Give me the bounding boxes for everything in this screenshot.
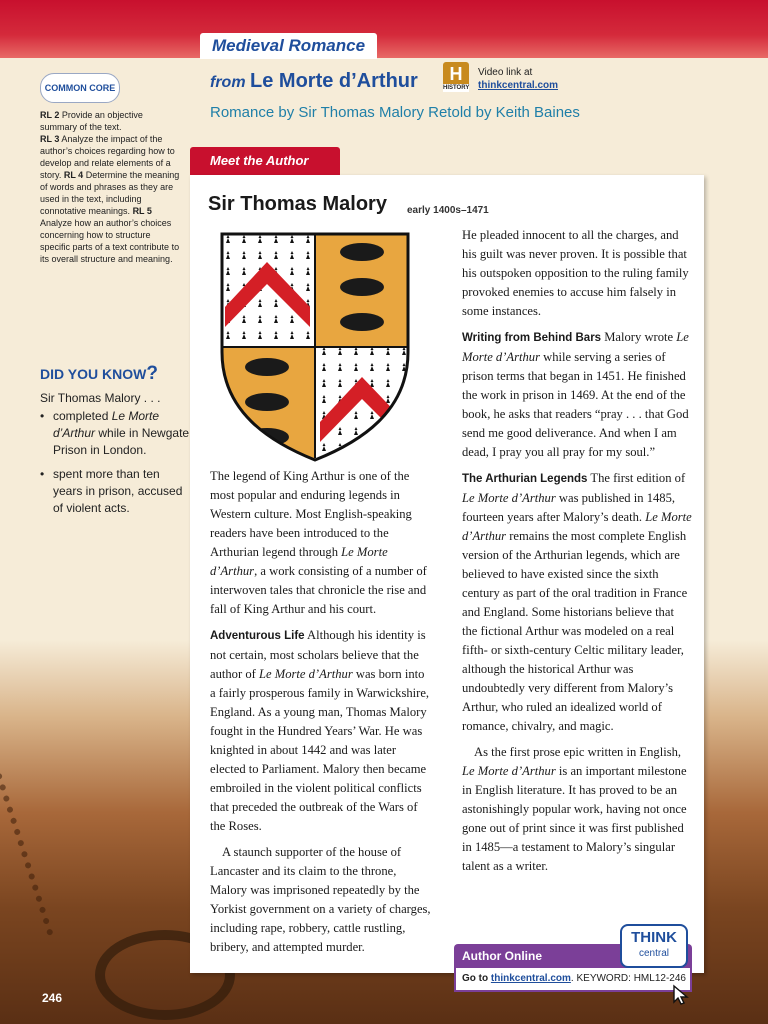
list-item (40, 408, 190, 459)
text-run: while serving a series of prison terms that began in 1451. He finished the work in prison in 1469. At the end of the book, he asks that readers “pray . . . that God send me good deliverance. And when I am dead, I pray you all pray for my soul.” (462, 350, 689, 459)
body-column-left (210, 467, 432, 964)
common-core-badge: COMMON CORE (40, 73, 120, 103)
list-item (40, 466, 190, 517)
coat-of-arms-icon (220, 232, 410, 462)
fact-text: completed (53, 409, 112, 423)
top-red-band (0, 0, 768, 58)
go-to-label: Go to (462, 973, 491, 984)
logo-top: THINK (631, 929, 677, 946)
paragraph-intro (210, 467, 432, 619)
video-link-url[interactable]: thinkcentral.com (478, 80, 559, 91)
text-run: The legend of King Arthur is one of the most popular and enduring legends in Western culture. Most English-speaking readers have been introduced to the Arthurian legend through (210, 469, 412, 559)
paragraph-legends (462, 469, 692, 736)
think-central-logo-icon (620, 924, 688, 968)
text-run: remains the most complete English version of the Arthurian legends, which are believed to have existed since the sixth century as part of the oral tradition in France and England. Some historians believe that the fictional Arthur was modeled on a real fifth- or sixth-century Celtic military leader, although the historical Arthur was undoubtedly very different from Malory’s Arthur, who ruled an idealized world of romance, chivalry, and magic. (462, 529, 688, 733)
author-name: Sir Thomas Malory (208, 193, 387, 215)
text-run: As the first prose epic written in English, (474, 745, 682, 759)
section-heading: Adventurous Life (210, 630, 305, 642)
author-online-title: Author Online (454, 944, 692, 968)
history-logo-icon (443, 62, 469, 92)
did-you-know-mark: ? (146, 363, 158, 384)
section-heading: The Arthurian Legends (462, 473, 588, 485)
paragraph-pleaded: He pleaded innocent to all the charges, and his guilt was never proven. It is possible that his outspoken opposition to the ruling family provoked enemies to accuse him falsely in some instances. (462, 228, 689, 318)
author-online-link[interactable] (454, 968, 692, 992)
cursor-icon (672, 984, 694, 1006)
standard-code: RL 4 (63, 170, 84, 180)
standard-code: RL 5 (132, 206, 152, 216)
page-number: 246 (42, 991, 63, 1005)
video-link-label: Video link at (478, 67, 533, 78)
fact-text: spent more than ten years in prison, accused of violent acts. (53, 467, 183, 515)
text-run: The first edition of (587, 471, 686, 485)
standard-text: Analyze the impact of the author’s choices regarding how to develop and relate elements of a story. (40, 134, 175, 180)
body-column-right (462, 226, 692, 883)
standard-text: Provide an objective summary of the text. (40, 110, 143, 132)
paragraph-adventurous-life (210, 626, 432, 836)
text-run: was born into a fairly prosperous family in Warwickshire, England. As a young man, Thomas Malory fought in the Hundred Years’ War. He was knighted in about 1442 and was later elected to Parliament. Malory then became embroiled in the violent political conflicts that preceded the outbreak of the Wars of the Roses. (210, 667, 430, 833)
text-run: was published in 1485, fourteen years after Malory’s death. (462, 491, 676, 524)
text-run: , a work consisting of a number of interwoven tales that chronicle the rise and fall of King Arthur and his court. (210, 564, 427, 616)
history-logo-text: HISTORY (443, 85, 470, 91)
standard-code: RL 3 (40, 134, 60, 144)
standard-text: Determine the meaning of words and phrases as they are used in the text, including connotative meanings. (40, 170, 180, 216)
text-run: Le Morte d’Arthur (462, 510, 692, 543)
selection-subtitle: Romance by Sir Thomas Malory Retold by Keith Baines (210, 104, 580, 121)
did-you-know-list (40, 408, 190, 524)
selection-title (210, 70, 418, 93)
did-you-know-text: DID YOU KNOW (40, 366, 147, 382)
text-run: Le Morte d’Arthur (210, 545, 388, 578)
fact-text: while in Newgate Prison in London. (53, 426, 190, 457)
standard-text: Analyze how an author’s choices concerning how to structure specific parts of a text contribute to its overall structure and meaning. (40, 218, 180, 264)
paragraph-writing (462, 328, 692, 462)
history-logo-letter: H (449, 64, 463, 84)
did-you-know-title (40, 363, 158, 385)
text-run: Malory wrote (601, 330, 677, 344)
paragraph-staunch: A staunch supporter of the house of Lancaster and its claim to the throne, Malory was imprisoned repeatedly by the Yorkist government on a variety of charges, including rape, robbery, cattle rustling, bribery, and attempted murder. (210, 845, 431, 954)
video-link[interactable] (478, 66, 558, 92)
section-heading: Writing from Behind Bars (462, 332, 602, 344)
text-run: Le Morte d’Arthur (462, 764, 556, 778)
title-main: Le Morte d’Arthur (250, 70, 418, 92)
meet-the-author-tab: Meet the Author (190, 147, 340, 175)
text-run: Le Morte d’Arthur (462, 491, 556, 505)
text-run: Le Morte d’Arthur (462, 330, 689, 364)
text-run: Although his identity is not certain, most scholars believe that the author of (210, 628, 426, 681)
series-label: Medieval Romance (200, 33, 377, 59)
did-you-know-intro: Sir Thomas Malory . . . (40, 391, 161, 405)
fact-title: Le Morte d’Arthur (53, 409, 160, 440)
text-run: is an important milestone in English literature. It has proved to be an astonishingly popular work, having not once gone out of print since it was first published in 1485—a testament to Malory’s singular talent as a writer. (462, 764, 687, 873)
standard-code: RL 2 (40, 110, 60, 120)
logo-bottom: central (638, 948, 669, 959)
paragraph-epic (462, 743, 692, 876)
text-run: Le Morte d’Arthur (258, 667, 353, 681)
title-from: from (210, 74, 246, 91)
author-dates: early 1400s–1471 (407, 205, 489, 216)
standards-list (40, 109, 182, 265)
keyword-text: . KEYWORD: HML12-246 (570, 973, 686, 984)
thinkcentral-link[interactable]: thinkcentral.com (490, 973, 571, 984)
